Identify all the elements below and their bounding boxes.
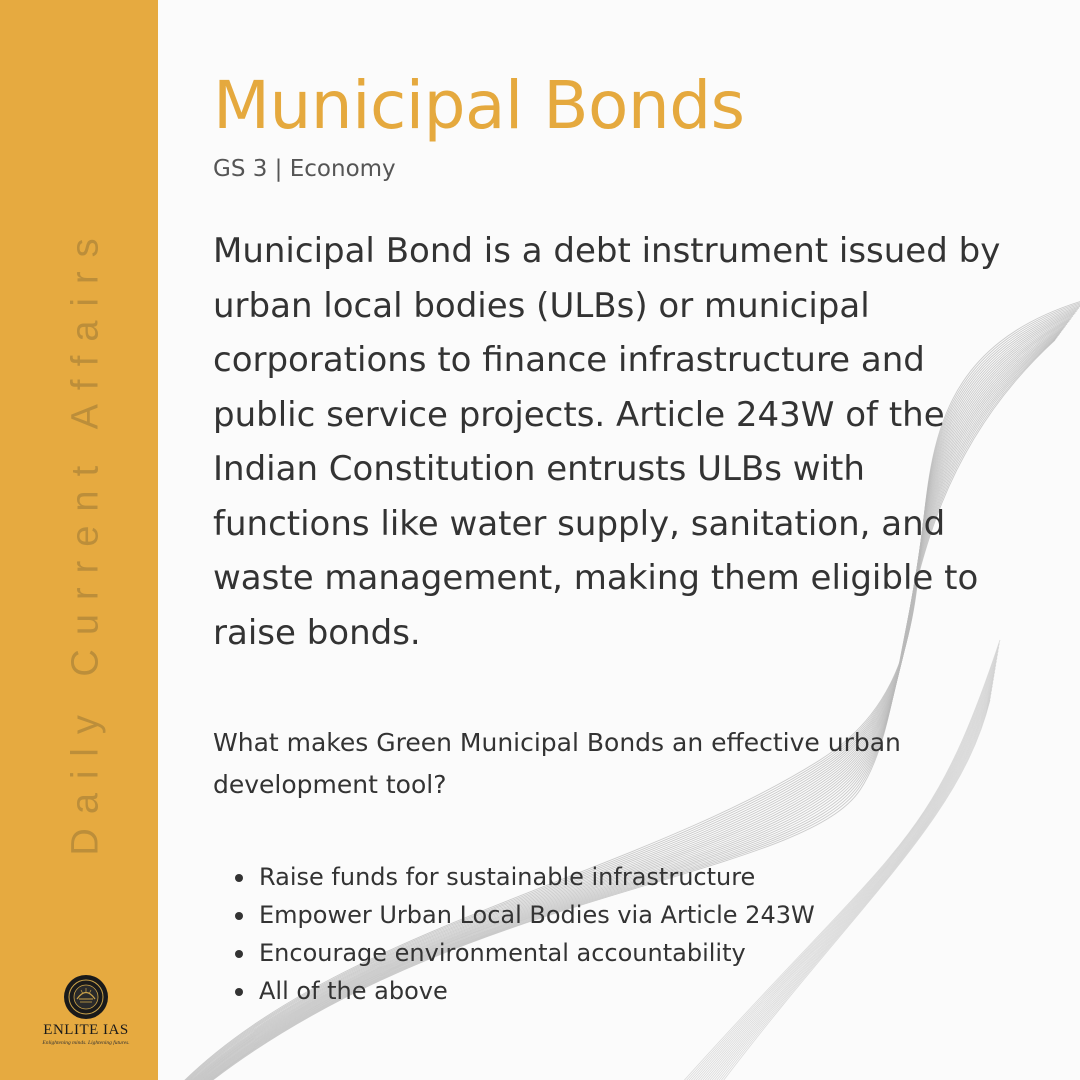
option-item: Raise funds for sustainable infrastructure bbox=[235, 858, 1033, 896]
logo-name: ENLITE IAS bbox=[43, 1022, 129, 1038]
page-subtitle: GS 3 | Economy bbox=[213, 156, 396, 182]
question-text: What makes Green Municipal Bonds an effective urban development tool? bbox=[213, 728, 901, 799]
page-title: Municipal Bonds bbox=[213, 67, 745, 144]
logo bbox=[28, 974, 144, 1054]
sidebar bbox=[0, 0, 158, 1080]
body-paragraph: Municipal Bond is a debt instrument issued by urban local bodies (ULBs) or municipal corporations to finance infrastructure and public service projects. Article 243W of the Indian Constitution entrusts ULBs with functions like water supply, sanitation, and waste management, making them eligible to raise bonds. bbox=[213, 231, 1001, 653]
option-item: Encourage environmental accountability bbox=[235, 934, 1033, 972]
logo-tagline: Enlightening minds. Lightening futures. bbox=[42, 1040, 130, 1046]
main-content bbox=[213, 64, 1033, 1010]
sidebar-vertical-text: Daily Current Affairs bbox=[64, 224, 107, 856]
option-item: Empower Urban Local Bodies via Article 243W bbox=[235, 896, 1033, 934]
option-item: All of the above bbox=[235, 972, 1033, 1010]
options-list bbox=[235, 858, 1033, 1010]
emblem-seal-icon bbox=[63, 974, 109, 1020]
